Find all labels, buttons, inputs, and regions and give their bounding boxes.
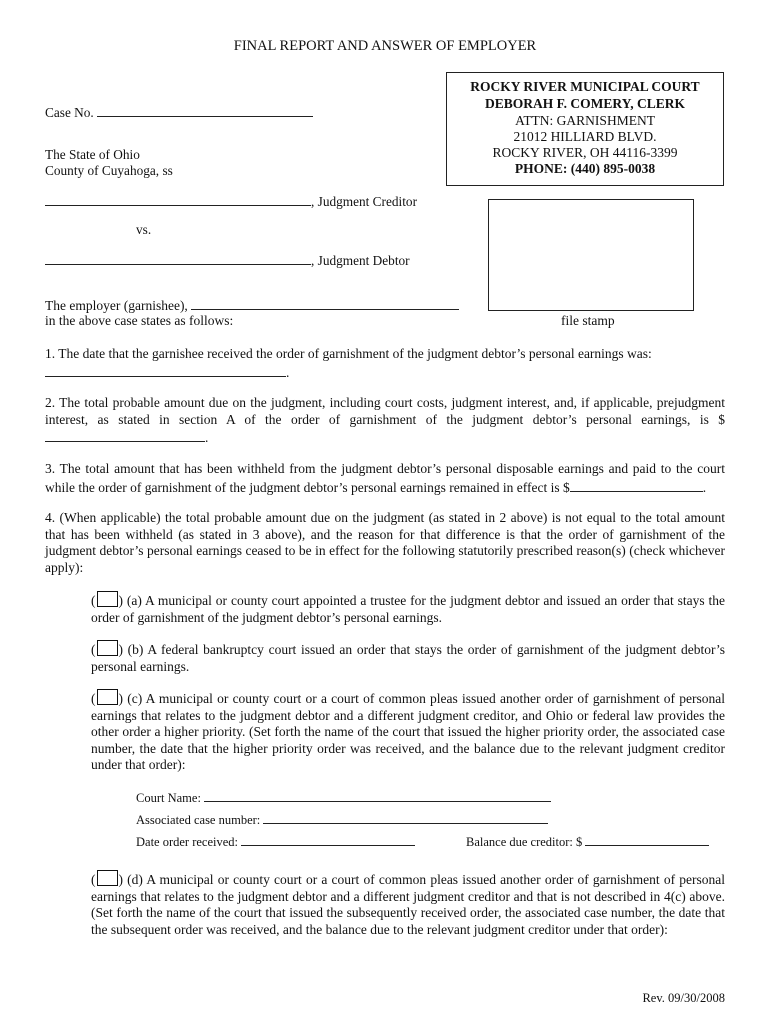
- judgment-debtor-label: , Judgment Debtor: [311, 253, 410, 268]
- file-stamp-box: [488, 199, 694, 311]
- court-phone: PHONE: (440) 895-0038: [514, 161, 656, 176]
- court-name-label: Court Name:: [136, 791, 201, 805]
- option-b-checkbox[interactable]: [97, 640, 118, 656]
- case-no-label: Case No.: [45, 105, 94, 120]
- date-received-field[interactable]: [45, 363, 286, 377]
- court-clerk: DEBORAH F. COMERY, CLERK: [485, 96, 685, 111]
- option-c-paren: (: [91, 691, 96, 706]
- option-c-checkbox[interactable]: [97, 689, 118, 705]
- creditor-row: [45, 192, 417, 210]
- option-b-paren: (: [91, 642, 96, 657]
- state-label: The State of Ohio: [45, 147, 140, 162]
- item-2: [45, 395, 725, 447]
- option-a: [91, 591, 725, 626]
- item-1-period: .: [286, 364, 290, 380]
- assoc-case-row: [136, 810, 548, 828]
- probable-amount-field[interactable]: [45, 428, 205, 442]
- item-1: [45, 346, 725, 381]
- option-c: [91, 689, 725, 774]
- county-label: County of Cuyahoga, ss: [45, 163, 173, 178]
- court-address-box: [446, 72, 724, 186]
- court-street: 21012 HILLIARD BLVD.: [513, 129, 657, 144]
- page-title: FINAL REPORT AND ANSWER OF EMPLOYER: [233, 38, 537, 54]
- withheld-amount-field[interactable]: [570, 478, 703, 492]
- option-d: [91, 870, 725, 938]
- venue: [45, 147, 173, 179]
- option-a-text: ) (a) A municipal or county court appointed a trustee for the judgment debtor and issued an order that stays the order of garnishment of the judgment debtor’s personal earnings.: [91, 593, 725, 625]
- date-order-label: Date order received:: [136, 835, 239, 849]
- case-no-field[interactable]: [97, 103, 313, 117]
- revision-date: Rev. 09/30/2008: [642, 991, 725, 1005]
- item-3-text: 3. The total amount that has been withheld from the judgment debtor’s personal disposable earnings and paid to the court while the order of garnishment of the judgment debtor’s personal earnings remained in effect is $: [45, 461, 725, 495]
- assoc-case-label: Associated case number:: [136, 813, 261, 827]
- item-1-text: 1. The date that the garnishee received the order of garnishment of the judgment debtor’s personal earnings was:: [45, 346, 652, 361]
- debtor-row: [45, 251, 410, 269]
- employer-label: The employer (garnishee),: [45, 298, 188, 313]
- option-d-paren: (: [91, 872, 96, 887]
- employer-field[interactable]: [191, 296, 459, 310]
- option-a-paren: (: [91, 593, 96, 608]
- item-2-period: .: [205, 430, 209, 445]
- option-d-checkbox[interactable]: [97, 870, 118, 886]
- item-4: 4. (When applicable) the total probable amount due on the judgment (as stated in 2 above) is not equal to the total amount that has been withheld (as stated in 3 above), and the reason for that difference is that the order of garnishment of the judgment debtor’s personal earnings ceased to be in effect for the following statutorily prescribed reason(s) (check whichever apply):: [45, 510, 725, 575]
- option-a-checkbox[interactable]: [97, 591, 118, 607]
- balance-due-row: [466, 832, 709, 850]
- balance-due-label: Balance due creditor: $: [466, 835, 583, 849]
- assoc-case-field[interactable]: [263, 810, 548, 824]
- court-name-row: [136, 788, 551, 806]
- case-no-row: [45, 103, 313, 121]
- court-city: ROCKY RIVER, OH 44116-3399: [492, 145, 678, 160]
- item-2-text: 2. The total probable amount due on the judgment, including court costs, judgment interest, and, if applicable, prejudgment interest, as stated in section A of the order of garnishment of the judgment debtor’s personal earnings, is $: [45, 395, 725, 427]
- judgment-creditor-field[interactable]: [45, 192, 311, 206]
- balance-due-field[interactable]: [585, 832, 709, 846]
- date-order-field[interactable]: [241, 832, 415, 846]
- employer-row: [45, 296, 459, 314]
- vs-label: vs.: [136, 222, 152, 237]
- option-b: [91, 640, 725, 675]
- option-c-text: ) (c) A municipal or county court or a court of common pleas issued another order of garnishment of personal earnings that relates to the judgment debtor and a different judgment creditor, and Ohio or federal law provides the other order a higher priority. (Set forth the name of the court that issued the higher priority order, the associated case number, the date that the higher priority order was received, and the balance due to the relevant judgment creditor under that order):: [91, 691, 725, 772]
- court-name: ROCKY RIVER MUNICIPAL COURT: [470, 79, 700, 94]
- option-d-text: ) (d) A municipal or county court or a court of common pleas issued another order of garnishment of personal earnings that relates to the judgment debtor and a different judgment creditor and that is not described in 4(c) above. (Set forth the name of the court that issued the subsequently received order, the associated case number, the date that the subsequent order was received, and the balance due to the relevant judgment creditor under that order):: [91, 872, 725, 937]
- item-3-period: .: [702, 479, 707, 495]
- file-stamp-label: file stamp: [561, 313, 615, 328]
- judgment-creditor-label: , Judgment Creditor: [311, 194, 417, 209]
- states-label: in the above case states as follows:: [45, 313, 234, 328]
- court-attn: ATTN: GARNISHMENT: [515, 113, 655, 128]
- item-3: [45, 461, 725, 496]
- date-order-row: [136, 832, 415, 850]
- judgment-debtor-field[interactable]: [45, 251, 311, 265]
- court-name-field[interactable]: [204, 788, 551, 802]
- option-b-text: ) (b) A federal bankruptcy court issued an order that stays the order of garnishment of the judgment debtor’s personal earnings.: [91, 642, 725, 674]
